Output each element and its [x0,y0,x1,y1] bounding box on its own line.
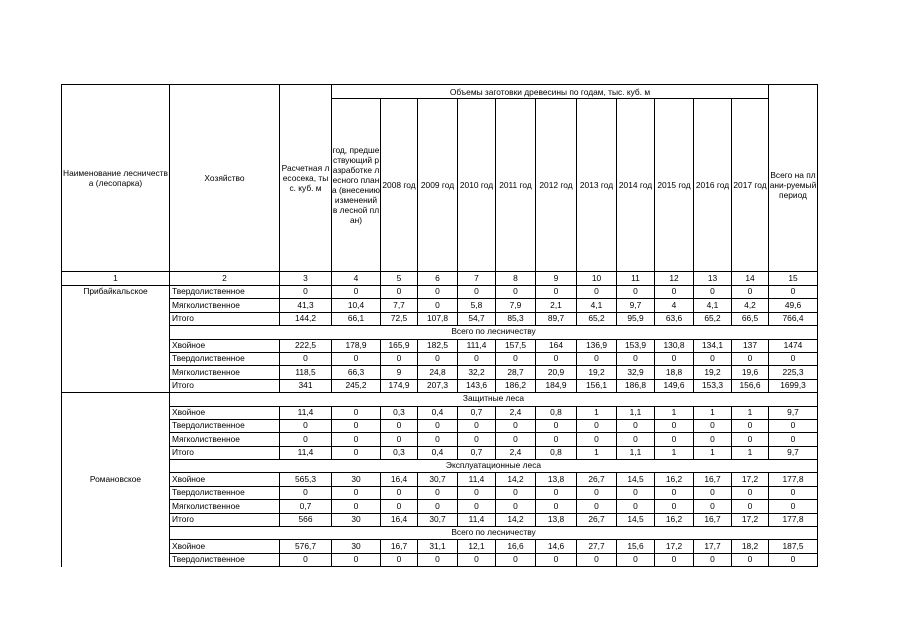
value-cell: 10,4 [332,299,381,312]
value-cell: 65,2 [694,312,732,325]
value-cell: 2,4 [496,446,536,459]
value-cell: 0 [332,433,381,446]
value-cell: 4,1 [577,299,617,312]
value-cell: 0 [332,286,381,299]
value-cell: 0 [694,419,732,432]
value-cell: 14,6 [536,540,577,553]
value-cell: 28,7 [496,366,536,379]
value-cell: 0 [536,433,577,446]
value-cell: 0 [418,500,458,513]
value-cell: 18,8 [655,366,694,379]
value-cell: 0,7 [458,446,496,459]
value-cell: 0 [458,553,496,566]
value-cell: 0,7 [280,500,332,513]
value-cell: 11,4 [458,473,496,486]
value-cell: 134,1 [694,339,732,352]
value-cell: 1 [732,446,769,459]
value-cell: 153,9 [617,339,655,352]
harvest-volume-table [61,84,818,567]
value-cell: 0 [496,352,536,365]
farm-type-cell: Твердолиственное [170,352,280,365]
farm-type-cell: Мягколиственное [170,433,280,446]
table-row [62,419,818,432]
value-cell: 16,6 [496,540,536,553]
value-cell: 19,2 [577,366,617,379]
value-cell: 177,8 [769,513,818,526]
value-cell: 14,2 [496,513,536,526]
value-cell: 0 [332,352,381,365]
value-cell: 0,3 [381,406,418,419]
value-cell: 1 [694,446,732,459]
value-cell: 766,4 [769,312,818,325]
value-cell: 31,1 [418,540,458,553]
value-cell: 1 [732,406,769,419]
value-cell: 178,9 [332,339,381,352]
farm-type-cell: Мягколиственное [170,299,280,312]
header-year: 2008 год [381,99,418,272]
table-row [62,406,818,419]
value-cell: 0 [536,486,577,499]
value-cell: 187,5 [769,540,818,553]
table-row [62,540,818,553]
value-cell: 63,6 [655,312,694,325]
value-cell: 26,7 [577,473,617,486]
value-cell: 566 [280,513,332,526]
forestry-name: Прибайкальское [62,286,170,393]
value-cell: 0 [655,500,694,513]
value-cell: 13,8 [536,513,577,526]
value-cell: 0 [458,419,496,432]
value-cell: 95,9 [617,312,655,325]
value-cell: 0 [536,419,577,432]
value-cell: 0 [536,352,577,365]
value-cell: 207,3 [418,379,458,392]
column-number: 8 [496,272,536,286]
value-cell: 143,6 [458,379,496,392]
column-number: 15 [769,272,818,286]
value-cell: 118,5 [280,366,332,379]
header-year: 2016 год [694,99,732,272]
farm-type-cell: Твердолиственное [170,486,280,499]
farm-type-cell: Итого [170,446,280,459]
header-year: 2011 год [496,99,536,272]
value-cell: 0 [769,286,818,299]
value-cell: 0 [536,286,577,299]
section-row [62,460,818,473]
value-cell: 341 [280,379,332,392]
header-year: 2017 год [732,99,769,272]
value-cell: 1 [577,446,617,459]
value-cell: 1 [655,446,694,459]
value-cell: 0 [418,286,458,299]
table-row [62,500,818,513]
value-cell: 89,7 [536,312,577,325]
value-cell: 30 [332,540,381,553]
column-number: 10 [577,272,617,286]
value-cell: 1 [655,406,694,419]
farm-type-cell: Итого [170,379,280,392]
value-cell: 1,1 [617,406,655,419]
value-cell: 11,4 [280,406,332,419]
value-cell: 0 [617,433,655,446]
value-cell: 13,8 [536,473,577,486]
value-cell: 0 [496,553,536,566]
table-row [62,486,818,499]
value-cell: 137 [732,339,769,352]
value-cell: 19,2 [694,366,732,379]
value-cell: 66,5 [732,312,769,325]
value-cell: 184,9 [536,379,577,392]
table-row [62,312,818,325]
value-cell: 0 [617,500,655,513]
value-cell: 576,7 [280,540,332,553]
column-number: 4 [332,272,381,286]
value-cell: 136,9 [577,339,617,352]
value-cell: 177,8 [769,473,818,486]
value-cell: 16,2 [655,513,694,526]
value-cell: 0 [280,419,332,432]
header-previous-year: год, предшествующий разработке лесного плана (внесению изменений в лесной план) [332,99,381,272]
value-cell: 0 [496,486,536,499]
farm-type-cell: Итого [170,312,280,325]
value-cell: 0 [617,419,655,432]
value-cell: 0 [332,500,381,513]
value-cell: 4 [655,299,694,312]
value-cell: 20,9 [536,366,577,379]
harvest-volume-table-sheet [61,84,818,567]
value-cell: 0 [617,352,655,365]
value-cell: 164 [536,339,577,352]
table-row [62,286,818,299]
farm-type-cell: Мягколиственное [170,366,280,379]
value-cell: 0 [458,500,496,513]
column-number: 13 [694,272,732,286]
value-cell: 7,9 [496,299,536,312]
value-cell: 24,8 [418,366,458,379]
value-cell: 27,7 [577,540,617,553]
value-cell: 5,8 [458,299,496,312]
value-cell: 19,6 [732,366,769,379]
value-cell: 0 [769,486,818,499]
value-cell: 14,5 [617,513,655,526]
value-cell: 2,1 [536,299,577,312]
value-cell: 0 [694,553,732,566]
value-cell: 0 [418,419,458,432]
value-cell: 0 [381,500,418,513]
value-cell: 0 [577,352,617,365]
value-cell: 0 [577,286,617,299]
value-cell: 0,4 [418,446,458,459]
section-title: Всего по лесничеству [170,326,818,339]
table-row [62,299,818,312]
table-row [62,446,818,459]
value-cell: 11,4 [458,513,496,526]
value-cell: 0 [381,352,418,365]
value-cell: 0 [381,419,418,432]
value-cell: 1,1 [617,446,655,459]
value-cell: 0 [280,352,332,365]
header-year: 2009 год [418,99,458,272]
section-row [62,326,818,339]
value-cell: 182,5 [418,339,458,352]
value-cell: 0 [381,553,418,566]
value-cell: 0 [418,486,458,499]
header-volumes-by-year: Объемы заготовки древесины по годам, тыс. куб. м [332,85,769,99]
value-cell: 0,7 [458,406,496,419]
farm-type-cell: Твердолиственное [170,286,280,299]
farm-type-cell: Твердолиственное [170,553,280,566]
table-row [62,366,818,379]
value-cell: 149,6 [655,379,694,392]
value-cell: 0 [418,553,458,566]
value-cell: 0 [769,419,818,432]
section-title: Эксплуатационные леса [170,460,818,473]
value-cell: 4,1 [694,299,732,312]
value-cell: 0 [577,486,617,499]
value-cell: 66,3 [332,366,381,379]
column-number: 3 [280,272,332,286]
value-cell: 0 [769,352,818,365]
value-cell: 0 [496,500,536,513]
table-row [62,339,818,352]
value-cell: 15,6 [617,540,655,553]
value-cell: 0 [536,553,577,566]
section-row [62,393,818,406]
table-row [62,553,818,566]
value-cell: 16,7 [694,473,732,486]
value-cell: 174,9 [381,379,418,392]
value-cell: 153,3 [694,379,732,392]
value-cell: 14,5 [617,473,655,486]
value-cell: 0 [655,486,694,499]
value-cell: 0,8 [536,406,577,419]
table-row [62,473,818,486]
section-title: Всего по лесничеству [170,527,818,540]
value-cell: 2,4 [496,406,536,419]
value-cell: 16,4 [381,513,418,526]
value-cell: 156,1 [577,379,617,392]
value-cell: 0 [332,406,381,419]
value-cell: 16,7 [381,540,418,553]
value-cell: 49,6 [769,299,818,312]
header-year: 2014 год [617,99,655,272]
value-cell: 14,2 [496,473,536,486]
value-cell: 0 [655,286,694,299]
value-cell: 17,2 [655,540,694,553]
column-number: 6 [418,272,458,286]
farm-type-cell: Твердолиственное [170,419,280,432]
value-cell: 0 [617,553,655,566]
value-cell: 111,4 [458,339,496,352]
column-number-row [62,272,818,286]
farm-type-cell: Хвойное [170,406,280,419]
value-cell: 107,8 [418,312,458,325]
value-cell: 0,3 [381,446,418,459]
value-cell: 1474 [769,339,818,352]
value-cell: 0 [732,553,769,566]
value-cell: 130,8 [655,339,694,352]
value-cell: 41,3 [280,299,332,312]
table-row [62,433,818,446]
value-cell: 72,5 [381,312,418,325]
value-cell: 0 [577,419,617,432]
value-cell: 0 [458,433,496,446]
value-cell: 0 [732,286,769,299]
header-farm: Хозяйство [170,85,280,272]
value-cell: 9,7 [769,446,818,459]
value-cell: 11,4 [280,446,332,459]
value-cell: 0 [769,553,818,566]
value-cell: 0 [381,433,418,446]
table-row [62,379,818,392]
value-cell: 0 [418,299,458,312]
value-cell: 7,7 [381,299,418,312]
value-cell: 0 [577,553,617,566]
value-cell: 65,2 [577,312,617,325]
value-cell: 225,3 [769,366,818,379]
value-cell: 0 [694,500,732,513]
header-year: 2013 год [577,99,617,272]
value-cell: 30,7 [418,513,458,526]
column-number: 7 [458,272,496,286]
value-cell: 156,6 [732,379,769,392]
value-cell: 0 [577,500,617,513]
value-cell: 0 [655,433,694,446]
value-cell: 0 [732,352,769,365]
value-cell: 0 [732,433,769,446]
value-cell: 0 [655,419,694,432]
column-number: 5 [381,272,418,286]
value-cell: 0 [280,486,332,499]
value-cell: 9,7 [769,406,818,419]
value-cell: 0 [655,553,694,566]
value-cell: 17,2 [732,473,769,486]
value-cell: 0 [381,486,418,499]
value-cell: 0,8 [536,446,577,459]
value-cell: 565,3 [280,473,332,486]
value-cell: 1699,3 [769,379,818,392]
value-cell: 0 [496,419,536,432]
value-cell: 0 [655,352,694,365]
value-cell: 0 [458,486,496,499]
value-cell: 1 [694,406,732,419]
value-cell: 0 [280,553,332,566]
value-cell: 0 [694,352,732,365]
value-cell: 1 [577,406,617,419]
value-cell: 0 [617,486,655,499]
value-cell: 0 [280,433,332,446]
header-total: Всего на плани-руемый период [769,99,818,272]
farm-type-cell: Мягколиственное [170,500,280,513]
value-cell: 0 [694,486,732,499]
value-cell: 165,9 [381,339,418,352]
value-cell: 0 [617,286,655,299]
value-cell: 0 [536,500,577,513]
value-cell: 0 [732,419,769,432]
value-cell: 0 [458,352,496,365]
header-forestry-name: Наименование лесничества (лесопарка) [62,85,170,272]
column-number: 2 [170,272,280,286]
value-cell: 30 [332,473,381,486]
header-year: 2012 год [536,99,577,272]
header-year: 2015 год [655,99,694,272]
header-allowable-cut: Расчетная лесосека, тыс. куб. м [280,85,332,272]
value-cell: 0 [332,486,381,499]
value-cell: 85,3 [496,312,536,325]
value-cell: 0 [694,286,732,299]
value-cell: 222,5 [280,339,332,352]
value-cell: 186,8 [617,379,655,392]
value-cell: 0 [332,446,381,459]
value-cell: 17,2 [732,513,769,526]
value-cell: 4,2 [732,299,769,312]
value-cell: 9 [381,366,418,379]
value-cell: 0 [577,433,617,446]
column-number: 1 [62,272,170,286]
value-cell: 0 [280,286,332,299]
value-cell: 16,2 [655,473,694,486]
value-cell: 0 [458,286,496,299]
value-cell: 30 [332,513,381,526]
value-cell: 32,9 [617,366,655,379]
table-row [62,513,818,526]
value-cell: 0 [769,433,818,446]
value-cell: 66,1 [332,312,381,325]
value-cell: 0 [332,553,381,566]
value-cell: 157,5 [496,339,536,352]
value-cell: 17,7 [694,540,732,553]
section-row [62,527,818,540]
value-cell: 26,7 [577,513,617,526]
value-cell: 0 [381,286,418,299]
farm-type-cell: Итого [170,513,280,526]
value-cell: 9,7 [617,299,655,312]
value-cell: 16,7 [694,513,732,526]
value-cell: 54,7 [458,312,496,325]
value-cell: 32,2 [458,366,496,379]
value-cell: 0 [418,433,458,446]
value-cell: 16,4 [381,473,418,486]
value-cell: 0 [418,352,458,365]
column-number: 9 [536,272,577,286]
value-cell: 18,2 [732,540,769,553]
value-cell: 0,4 [418,406,458,419]
column-number: 12 [655,272,694,286]
farm-type-cell: Хвойное [170,339,280,352]
section-title: Защитные леса [170,393,818,406]
header-year: 2010 год [458,99,496,272]
column-number: 11 [617,272,655,286]
table-row [62,352,818,365]
value-cell: 0 [732,486,769,499]
value-cell: 30,7 [418,473,458,486]
value-cell: 0 [332,419,381,432]
value-cell: 0 [732,500,769,513]
value-cell: 0 [496,286,536,299]
farm-type-cell: Хвойное [170,540,280,553]
value-cell: 0 [769,500,818,513]
forestry-name: Романовское [62,393,170,567]
value-cell: 144,2 [280,312,332,325]
value-cell: 0 [694,433,732,446]
value-cell: 12,1 [458,540,496,553]
value-cell: 186,2 [496,379,536,392]
value-cell: 0 [496,433,536,446]
farm-type-cell: Хвойное [170,473,280,486]
value-cell: 245,2 [332,379,381,392]
column-number: 14 [732,272,769,286]
